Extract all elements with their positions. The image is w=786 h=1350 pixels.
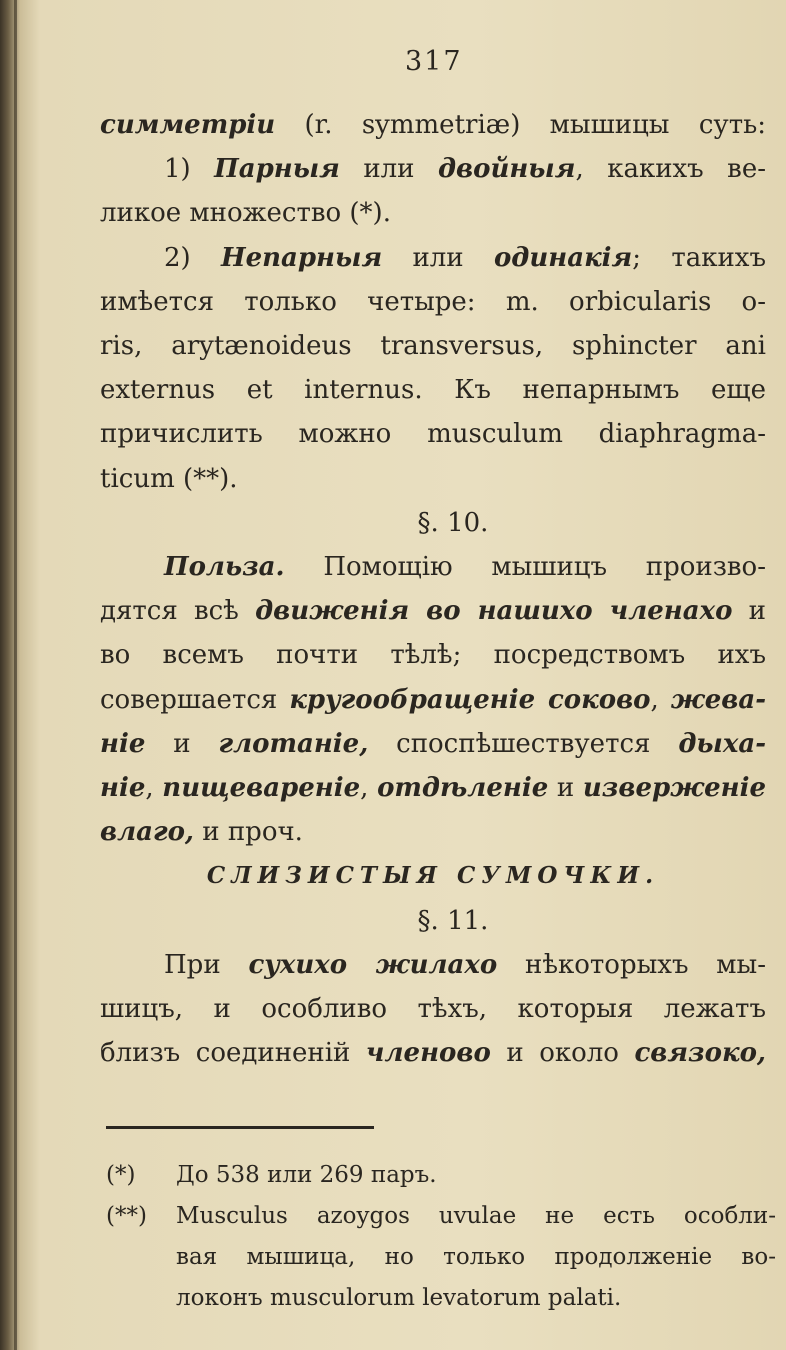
page-number: 317 [405,46,463,77]
footnote-marker: (**) [106,1203,147,1229]
text-line: шицъ, и особливо тѣхъ, которыя лежатъ [100,994,766,1025]
section-heading: СЛИЗИСТЫЯ СУМОЧКИ. [206,862,660,890]
footnote-rule [106,1126,374,1129]
footnote-2 [106,1196,776,1237]
text-line: влаго, и проч. [100,817,303,848]
text-line: во всемъ почти тѣлѣ; посредствомъ ихъ [100,640,766,671]
text-line: ticum (**). [100,463,238,494]
text-line: ликое множество (*). [100,198,391,229]
text-line: externus et internus. Къ непарнымъ еще [100,375,766,406]
footnotes [106,1155,776,1319]
text-line: 1) Парныя или двойныя, какихъ ве- [164,154,766,185]
text-line: Польза. Помощію мышицъ произво- [164,552,766,583]
text-line: 2) Непарныя или одинакія; такихъ [164,242,766,273]
text-line: близъ соединеній членово и около связоко, [100,1038,766,1069]
text-line: дятся всѣ движенія во нашихо членахо и [100,596,766,627]
footnote-text: Musculus azoygos uvulae не есть особли- [176,1203,776,1229]
text-line: ніе и глотаніе, споспѣшествуется дыха- [100,728,766,759]
footnote-text: локонъ musculorum levatorum palati. [176,1285,622,1311]
text-line: имѣется только четыре: m. orbicularis o- [100,286,766,317]
main-text [100,103,766,1075]
text-line: причислить можно musculum diaphragma- [100,419,766,450]
section-number: §. 10. [417,507,489,538]
text-line: При сухихо жилахо нѣкоторыхъ мы- [164,949,766,980]
binding-gutter [14,0,17,1350]
text-line: симметріи (r. symmetriæ) мышицы суть: [100,110,766,140]
footnote-text: вая мышица, но только продолженіе во- [176,1244,776,1270]
section-number: §. 11. [417,905,489,936]
text-line: ніе, пищевареніе, отдѣленіе и изверженіе [100,773,767,804]
text-line: совершается кругообращеніе соково, жева- [100,684,766,715]
text-line: ris, arytænoideus transversus, sphincter ani [100,331,766,362]
footnote-marker: (*) [106,1162,136,1188]
footnote-1 [106,1155,776,1196]
footnote-text: До 538 или 269 паръ. [176,1162,437,1188]
